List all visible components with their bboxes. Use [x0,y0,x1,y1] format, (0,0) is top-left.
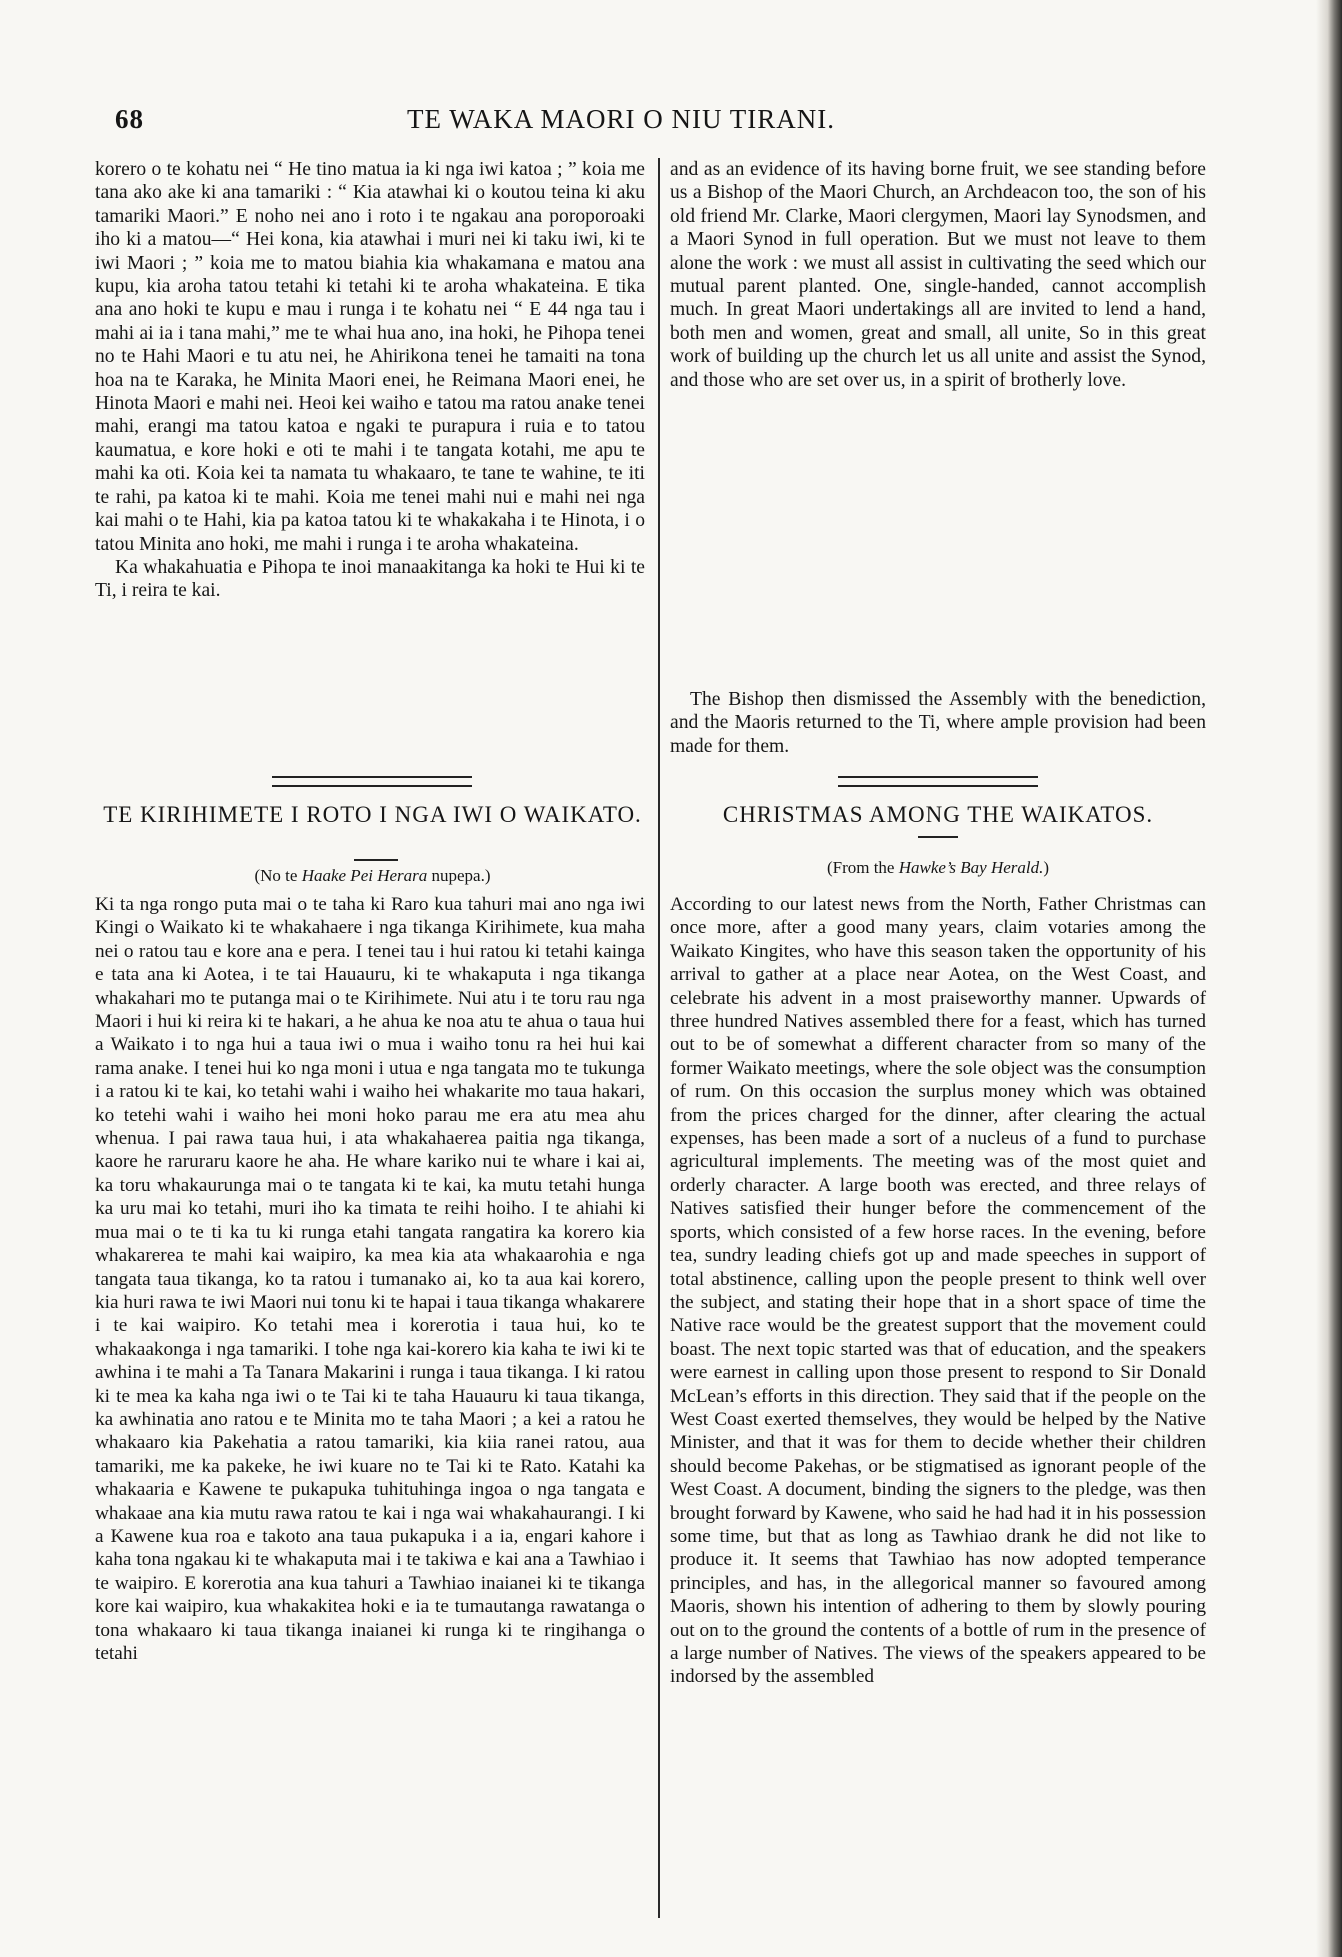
right-article-source [670,858,1206,878]
right-top-paragraph-2: The Bishop then dismissed the Assembly with the benediction, and the Maoris returned to the Ti, where ample provision had been made for them. [670,689,1206,757]
right-top-text [670,158,1206,392]
left-top-paragraph-1: korero o te kohatu nei “ He tino matua ia ki nga iwi katoa ; ” koia me tana ako ake ki ana tamariki : “ Kia atawhai ki o koutou teina ki aku tamariki Maori.” E noho nei ano i roto i te ngakau ana poroporoaki iho ki a matou—“ Hei kona, kia atawhai i muri nei ki taku iwi, ki te iwi Maori ; ” koia me to matou biahia kia whakamana e matou ana kupu, kia aroha tatou tetahi ki tetahi ki te aroha whakateina. E tika ana ano hoki te kupu e mau i runga i te kohatu nei “ E 44 nga tau i mahi ai ia i tana mahi,” me te whai hua ano, ina hoki, he Pihopa tenei no te Hahi Maori e tu atu nei, he Ahirikona tenei he tamaiti na tona hoa na te Karaka, he Minita Maori enei, he Reimana Maori enei, he Hinota Maori e mahi nei. Heoi kei waiho e tatou ma ratou anake tenei mahi, erangi ma tatou katoa e ngaki te purapura i ruia e to tatou kaumatua, e kore hoki e oti te mahi i te tangata kotahi, me apu te mahi ka oti. Koia kei ta namata tu whakaaro, te tane te wahine, te iti te rahi, pa katoa ki te mahi. Koia me tenei mahi nui e mahi nei nga kai mahi o te Hahi, kia pa katoa tatou ki te whakakaha i te Hinota, i o tatou Minita ano hoki, me mahi i runga i te aroha whakateina. [95,159,645,555]
left-top-paragraph-2: Ka whakahuatia e Pihopa te inoi manaakitanga ka hoki te Hui ki te Ti, i reira te kai. [95,556,645,602]
left-article-body-wrap [95,893,645,1665]
right-title-rule [918,836,958,838]
left-title-rule [354,859,398,861]
right-source-suffix: ) [1043,858,1050,877]
left-article-source [100,866,645,886]
left-article-body: Ki ta nga rongo puta mai o te taha ki Raro kua tahuri mai ano nga iwi Kingi o Waikato ki te whakahaere i nga tikanga Kirihimete, kua maha nei o ratou tau e kore ana e pera. I tenei tau i hui ratou ki tetahi kainga e tata ana ki Aotea, i te tai Hauauru, ki te whakaputa i nga tikanga whakahari mo te putanga mai o te Kirihimete. Nui atu i te toru rau nga Maori i hui ki reira ki te hakari, a he ahua ke noa atu te ahua o taua hui a Waikato i to nga hui a taua iwi o mua i waiho tonu ra hei hui kai rama anake. I tenei hui ko nga moni i utua e nga tangata mo te tukunga i a ratou ki te kai, ko tetahi wahi i waiho hei whakarite mo taua hakari, ko tetehi wahi i waiho hei moni hoko parau me era atu mea ahu whenua. I pai rawa taua hui, i ata whakahaerea paitia nga tikanga, kaore he raruraru kaore he aha. He whare kariko nui te whare i kai ai, ka toru whakaurunga mai o te tangata ki te kai, ka mutu tetahi hunga ka uru mai ko tetahi, muri iho ka timata te reihi hoiho. I te ahiahi ki mua mai o te ti ka tu ki runga etahi tangata rangatira ka korero kia whakarerea te mahi kai waipiro, ka mea kia ata whakaarohia e nga tangata taua tikanga, ko ta ratou i tumanako ai, ko ta aua kai korero, kia huri rawa te iwi Maori nui tonu ki te hapai i taua tikanga whakarere i te kai waipiro. Ko tetahi mea i korerotia i taua hui, ko te whakaakonga i nga tamariki. I tohe nga kai-korero kia kaha te iwi ki te awhina i te mahi a Ta Tanara Makarini i runga i taua tikanga. I ki ratou ki te mea ka kaha nga iwi o te Tai ki te taha Hauauru ki taua tikanga, ka awhinatia ano ratou e te Minita mo te taha Maori ; a kei a ratou he whakaaro kia Pakehatia a ratou tamariki, kia kiia ranei ratou, aua tamariki, me ka pakeke, he iwi kuare no te Tai ki te Rato. Katahi ka whakaaria e Kawene te pukapuka tuhituhinga ingoa o nga tangata e whakaae ana kia mutu rawa ratou te kai i nga wai whakahaurangi. I ki a Kawene kua roa e takoto ana taua pukapuka i a ia, engari kahore i kaha tona ngakau ki te whakaputa mai i te takiwa e kai ana a Tawhiao i te waipiro. E korerotia ana kua tahuri a Tawhiao inaianei ki te tikanga kore kai waipiro, kua whakakitea hoki e ia te tumautanga rawatanga o tona whakaaro ki taua tikanga inaianei ki runga ki te ringihanga o tetahi [95,894,645,1664]
right-source-prefix: (From the [826,858,899,877]
right-top-closing [670,688,1206,758]
right-article-title: CHRISTMAS AMONG THE WAIKATOS. [722,802,1154,827]
left-article-title: TE KIRIHIMETE I ROTO I NGA IWI O WAIKATO. [103,802,642,827]
right-source-paper: Hawke’s Bay Herald. [898,858,1044,877]
right-article-body: According to our latest news from the North, Father Christmas can once more, after a good many years, claim votaries among the Waikato Kingites, who have this season taken the opportunity of his arrival to gather at a place near Aotea, on the West Coast, and celebrate his advent in a most praiseworthy manner. Upwards of three hundred Natives assembled there for a feast, which has turned out to be of somewhat a different character from so many of the former Waikato meetings, where the sole object was the consumption of rum. On this occasion the surplus money which was obtained from the prices charged for the dinner, after clearing the actual expenses, has been made a sort of a nucleus of a fund to purchase agricultural implements. The meeting was of the most quiet and orderly character. A large booth was erected, and three relays of Natives satisfied their hunger before the commencement of the sports, which consisted of a few horse races. In the evening, before tea, sundry leading chiefs got up and made speeches in support of total abstinence, calling upon the people present to think well over the subject, and stating their hope that in a short space of time the Native race would be the greatest support that the movement could boast. The next topic started was that of education, and the speakers were earnest in calling upon those present to respond to Sir Donald McLean’s efforts in this direction. They said that if the people on the West Coast exerted themselves, they would be helped by the Native Minister, and that it was for them to decide whether their children should become Pakehas, or be stigmatised as ignorant people of the West Coast. A document, binding the signers to the pledge, was then brought forward by Kawene, who said he had had it in his possession some time, but that as long as Tawhiao drank he did not like to produce it. It seems that Tawhiao has now adopted temperance principles, and has, in the allegorical manner so favoured among Maoris, shown his intention of adhering to them by slowly pouring out on to the ground the contents of a bottle of rum in the presence of a large number of Natives. The views of the speakers appeared to be indorsed by the assembled [670,894,1206,1688]
left-source-suffix: nupepa.) [427,866,491,885]
left-source-paper: Haake Pei Herara [301,866,428,885]
left-top-text [95,158,645,603]
left-source-prefix: (No te [254,866,302,885]
right-top-paragraph-1: and as an evidence of its having borne fruit, we see standing before us a Bishop of the Maori Church, an Archdeacon too, the son of his old friend Mr. Clarke, Maori clergymen, Maori lay Synodsmen, and a Maori Synod in full operation. But we must not leave to them alone the work : we must all assist in cultivating the seed which our mutual parent planted. One, single-handed, cannot accomplish much. In great Maori undertakings all are invited to lend a hand, both men and women, great and small, all unite, So in this great work of building up the church let us all unite and assist the Synod, and those who are set over us, in a spirit of brotherly love. [670,159,1206,391]
right-article-body-wrap [670,893,1206,1689]
page-header [115,104,1205,144]
section-rule-left [272,776,472,787]
page-edge-shadow [1316,0,1342,1957]
section-rule-right [838,776,1038,787]
page-number: 68 [115,104,144,134]
column-divider [658,158,660,1918]
running-title: TE WAKA MAORI O NIU TIRANI. [407,104,835,134]
